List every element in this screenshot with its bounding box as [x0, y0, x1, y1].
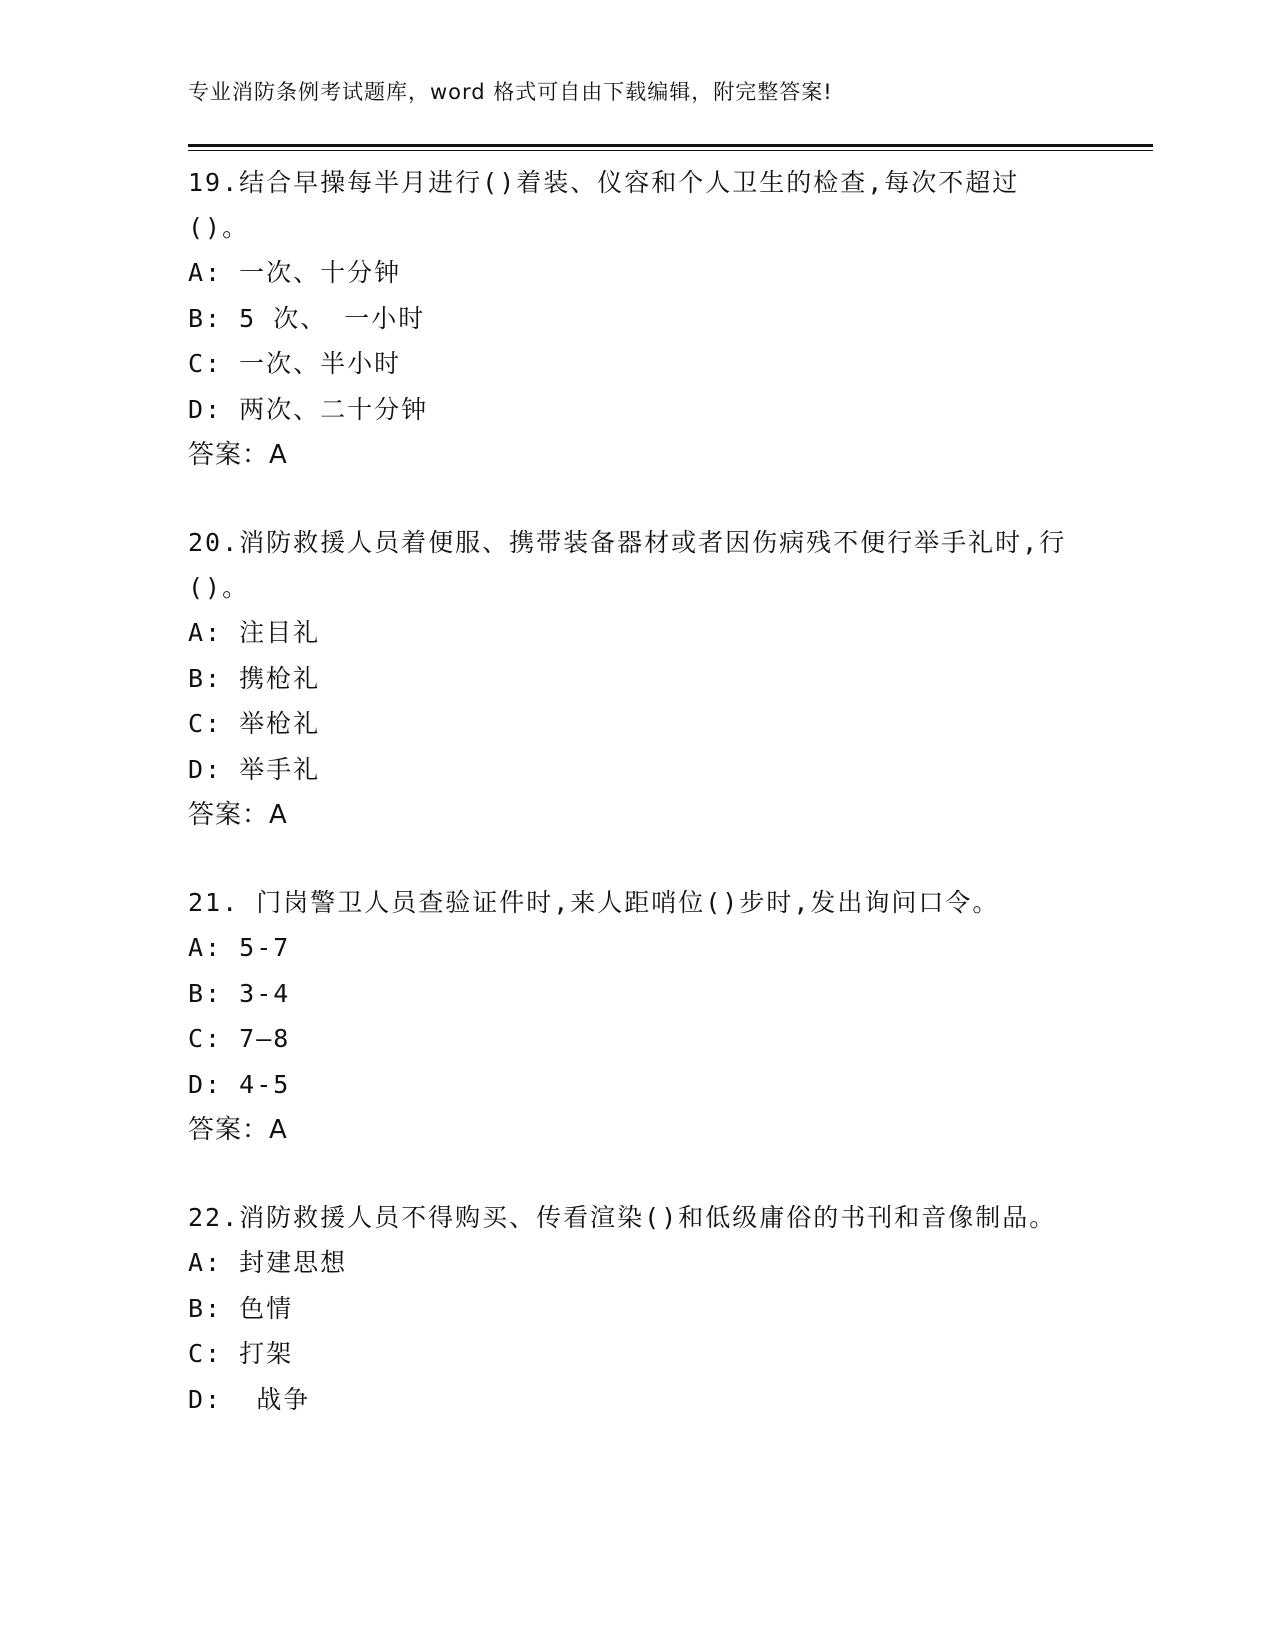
option-d: D: 两次、二十分钟 — [188, 394, 429, 424]
header-rule-thin — [188, 150, 1153, 151]
option-b: B: 3-4 — [188, 978, 291, 1008]
answer: 答案：A — [188, 1115, 288, 1145]
option-d: D: 举手礼 — [188, 754, 321, 784]
option-b: B: 5 次、 一小时 — [188, 303, 426, 333]
question-21 — [188, 880, 1068, 1153]
question-text: 20.消防救援人员着便服、携带装备器材或者因伤病残不便行举手礼时,行()。 — [188, 528, 1067, 602]
option-c: C: 举枪礼 — [188, 709, 321, 738]
question-text: 19.结合早操每半月进行()着装、仪容和个人卫生的检查,每次不超过()。 — [188, 168, 1020, 242]
option-c: C: 一次、半小时 — [188, 349, 402, 378]
question-20 — [188, 520, 1068, 838]
question-list — [188, 160, 1068, 1422]
question-text: 22.消防救援人员不得购买、传看渲染()和低级庸俗的书刊和音像制品。 — [188, 1203, 1057, 1232]
option-b: B: 携枪礼 — [188, 663, 321, 693]
question-22 — [188, 1195, 1068, 1422]
option-d: D: 4-5 — [188, 1069, 291, 1099]
option-a: A: 封建思想 — [188, 1248, 348, 1277]
option-d: D: 战争 — [188, 1384, 311, 1414]
option-a: A: 一次、十分钟 — [188, 258, 402, 287]
document-header: 专业消防条例考试题库，word 格式可自由下载编辑，附完整答案! — [188, 80, 833, 104]
question-text: 21. 门岗警卫人员查验证件时,来人距哨位()步时,发出询问口令。 — [188, 888, 1000, 917]
answer: 答案：A — [188, 440, 288, 470]
answer: 答案：A — [188, 800, 288, 830]
option-c: C: 7—8 — [188, 1024, 291, 1053]
option-b: B: 色情 — [188, 1293, 294, 1323]
header-rule-thick — [188, 144, 1153, 147]
question-19 — [188, 160, 1068, 478]
option-a: A: 5-7 — [188, 933, 291, 962]
option-c: C: 打架 — [188, 1339, 294, 1368]
option-a: A: 注目礼 — [188, 618, 321, 647]
